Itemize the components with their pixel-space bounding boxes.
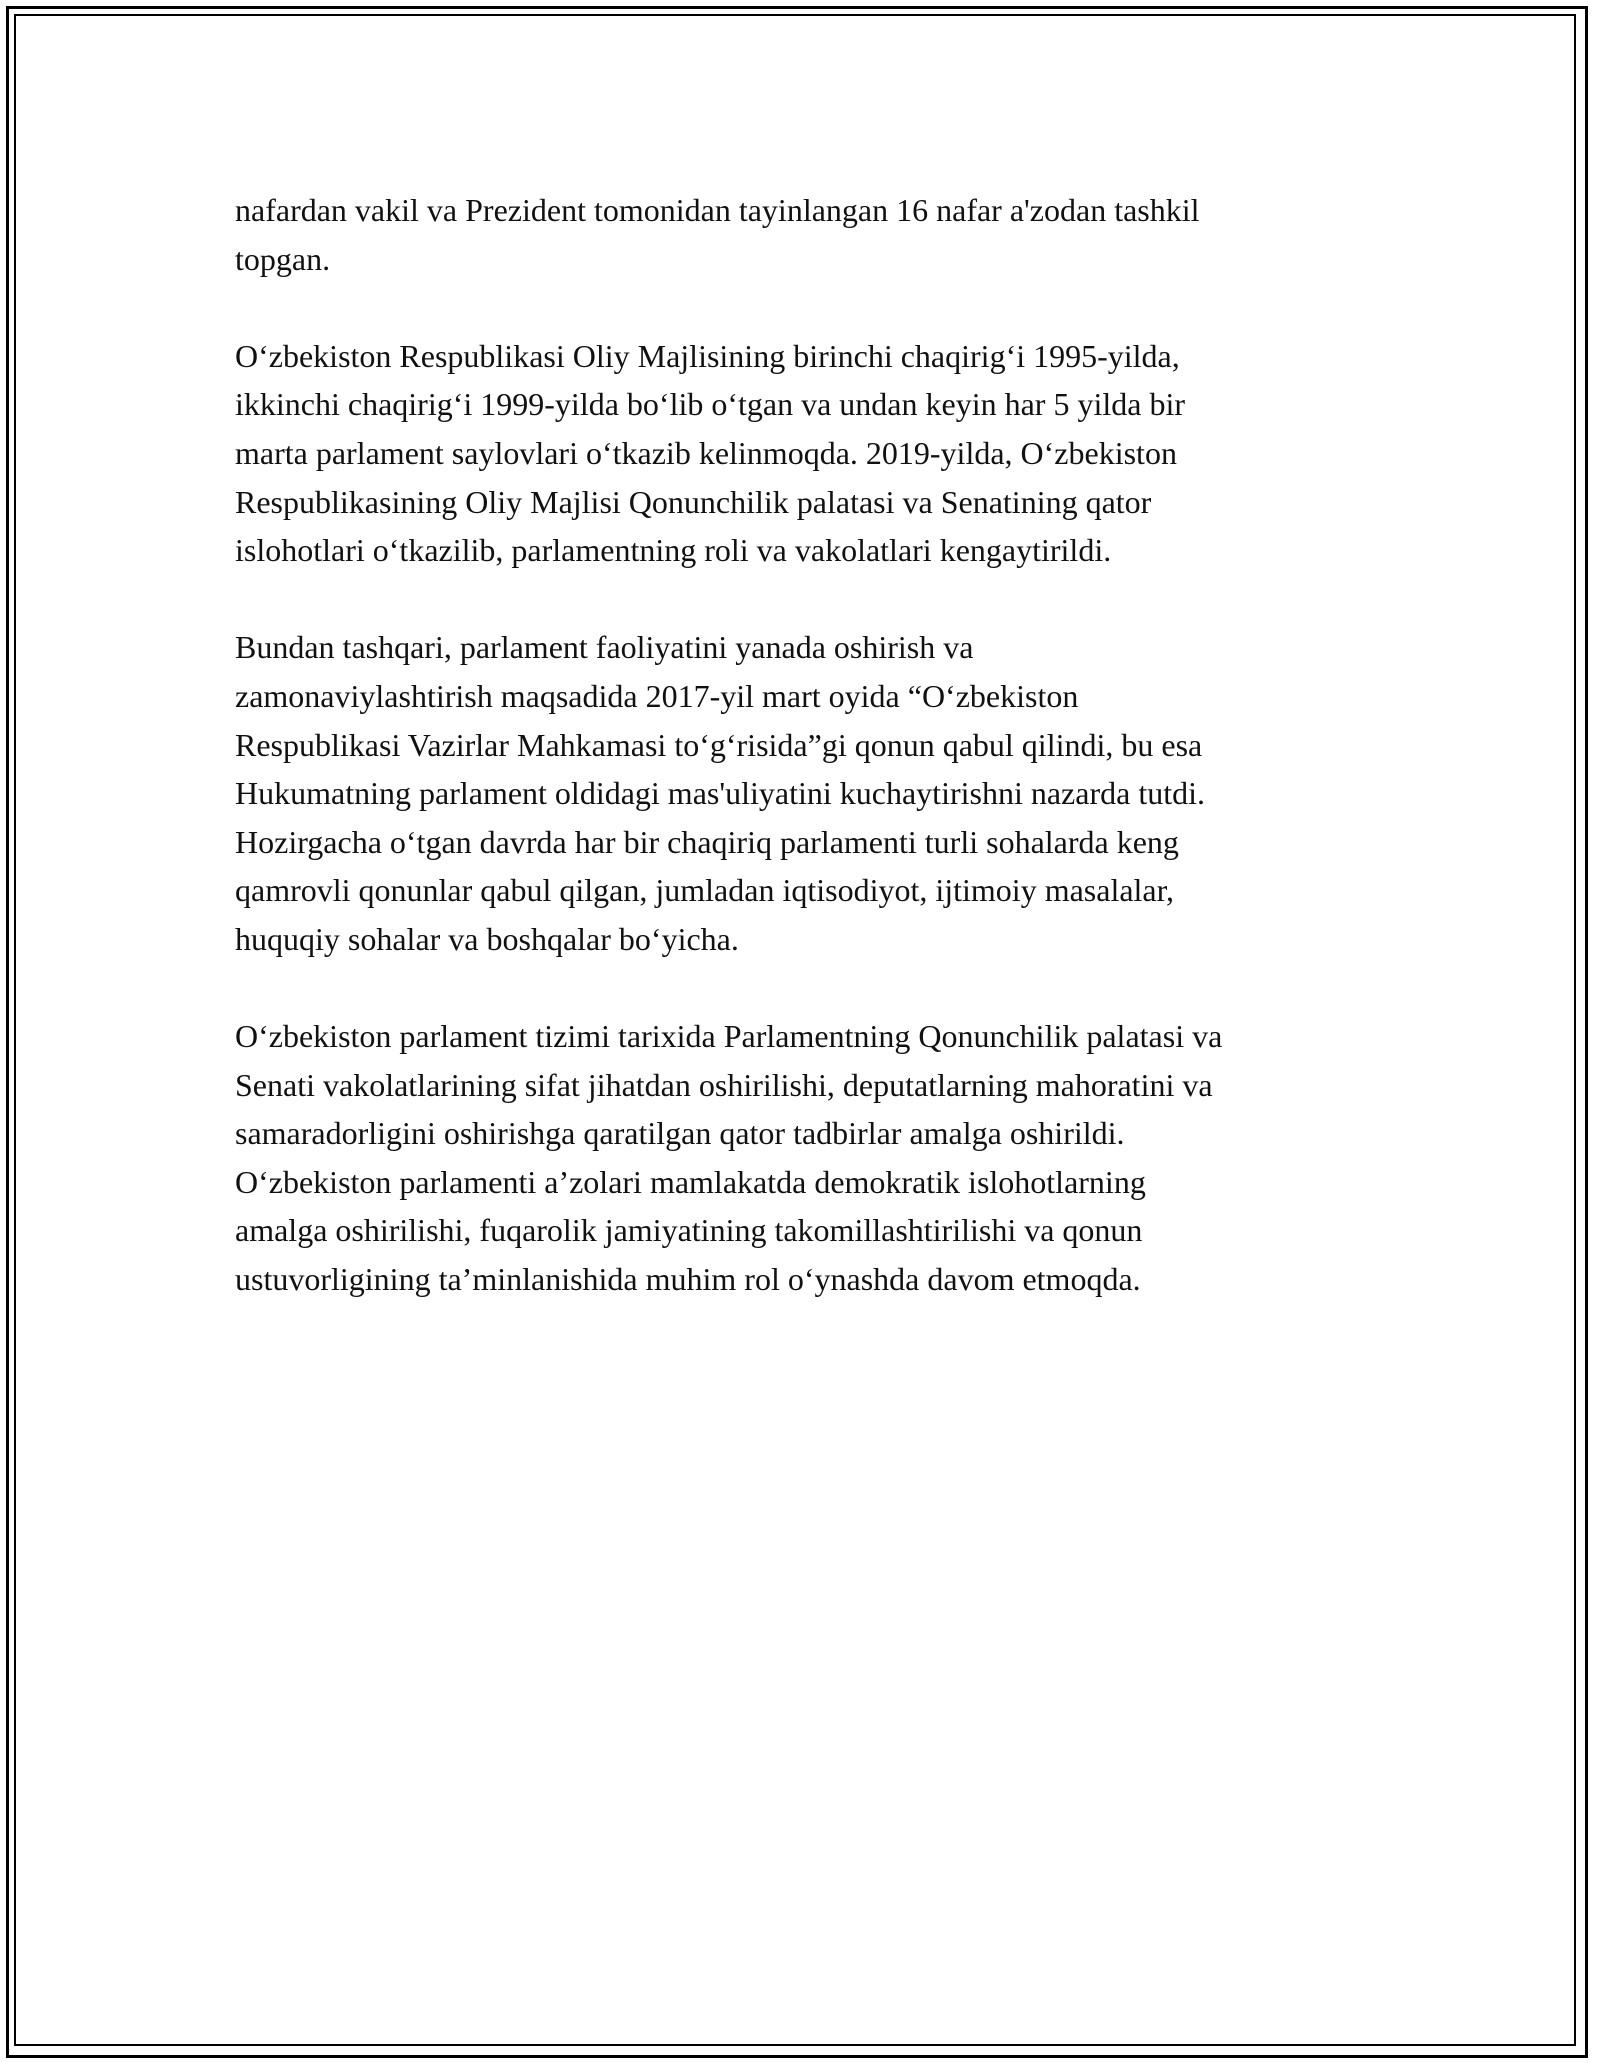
paragraph-1: nafardan vakil va Prezident tomonidan tayinlangan 16 nafar a'zodan tashkil topgan. [235,192,1200,277]
paragraph-3: Bundan tashqari, parlament faoliyatini yanada oshirish va zamonaviylashtirish maqsadida 2017-yil mart oyida “O‘zbekiston Respublikasi Vazirlar Mahkamasi to‘g‘risida”gi qonun qabul qilindi, bu esa Hukumatning parlament oldidagi mas'uliyatini kuchaytirishni nazarda tutdi. Hozirgacha o‘tgan davrda har bir chaqiriq parlamenti turli sohalarda keng qamrovli qonunlar qabul qilgan, jumladan iqtisodiyot, ijtimoiy masalalar, huquqiy sohalar va boshqalar bo‘yicha. [235,629,1205,957]
document-body [235,186,1415,1352]
paragraph-2: O‘zbekiston Respublikasi Oliy Majlisining birinchi chaqirig‘i 1995-yilda, ikkinchi chaqirig‘i 1999-yilda bo‘lib o‘tgan va undan keyin har 5 yilda bir marta parlament saylovlari o‘tkazib kelinmoqda. 2019-yilda, O‘zbekiston Respublikasining Oliy Majlisi Qonunchilik palatasi va Senatining qator islohotlari o‘tkazilib, parlamentning roli va vakolatlari kengaytirildi. [235,337,1185,569]
paragraph-4: O‘zbekiston parlament tizimi tarixida Parlamentning Qonunchilik palatasi va Senati vakolatlarining sifat jihatdan oshirilishi, deputatlarning mahoratini va samaradorligini oshirishga qaratilgan qator tadbirlar amalga oshirildi. O‘zbekiston parlamenti a’zolari mamlakatda demokratik islohotlarning amalga oshirilishi, fuqarolik jamiyatining takomillashtirilishi va qonun ustuvorligining ta’minlanishida muhim rol o‘ynashda davom etmoqda. [235,1018,1223,1298]
